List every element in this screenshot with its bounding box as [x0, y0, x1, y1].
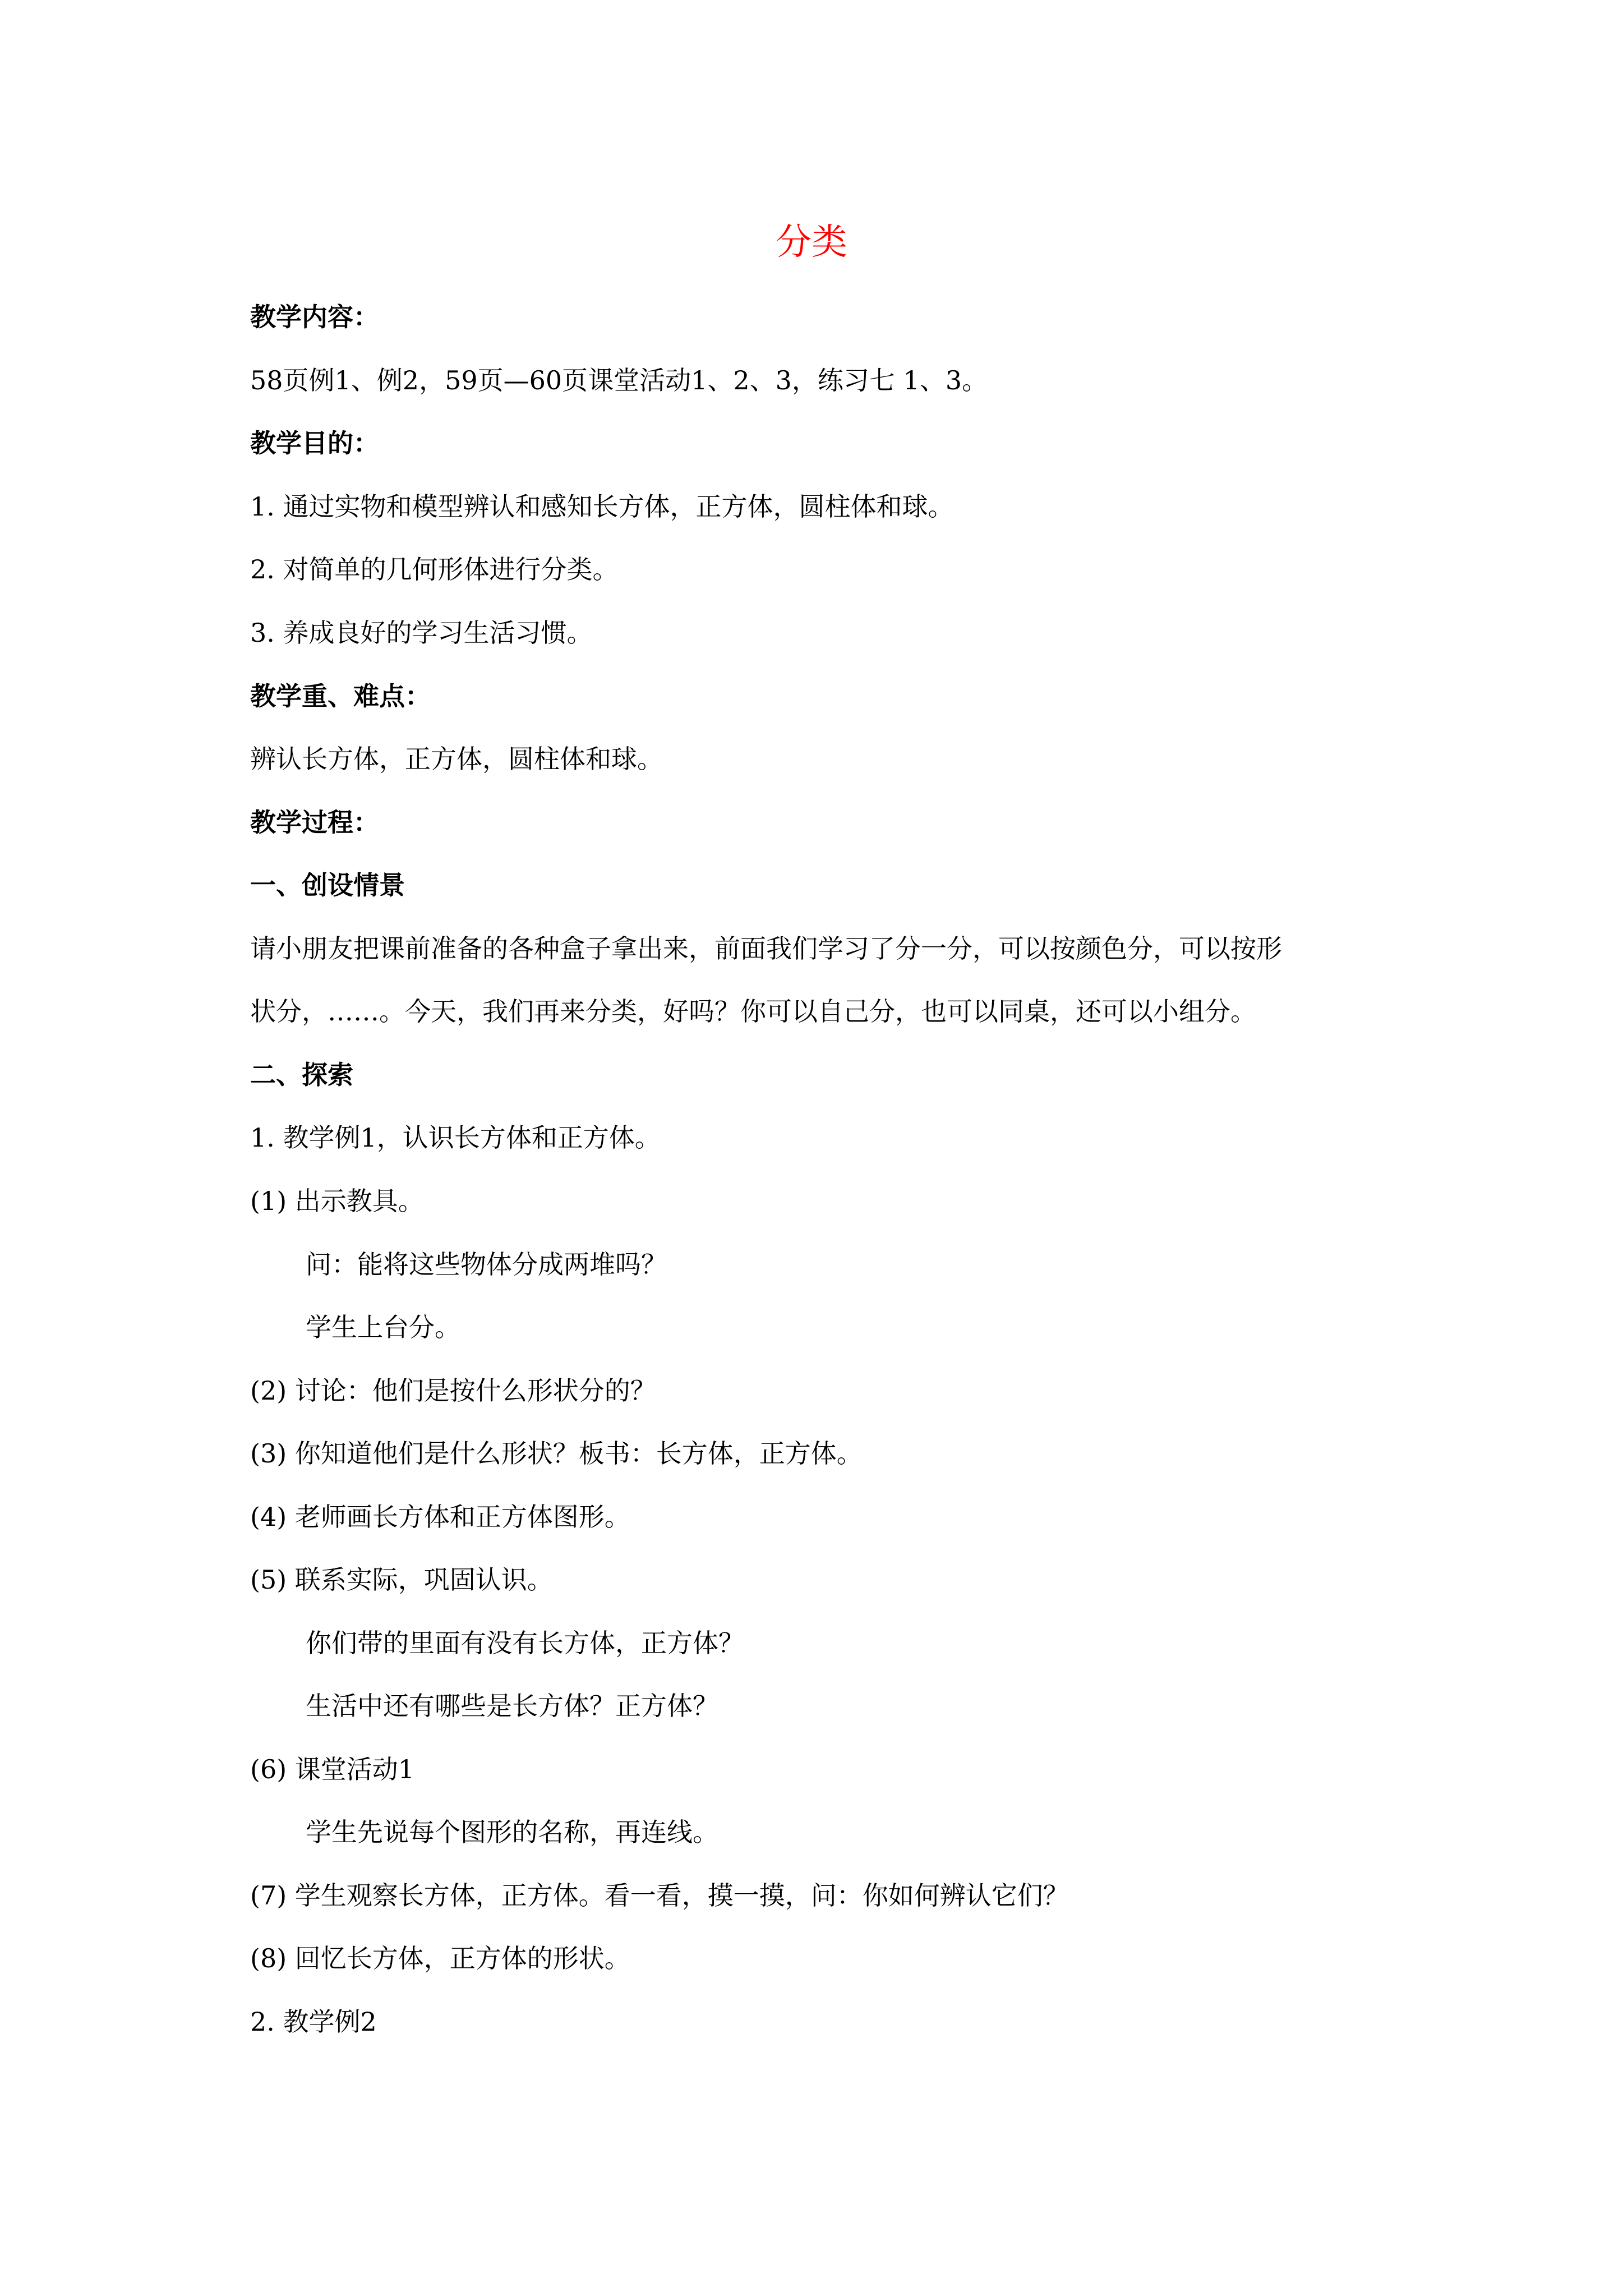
- document-title: 分类: [776, 222, 847, 263]
- step-6: (6) 课堂活动1: [250, 1754, 415, 1784]
- step-1-action: 学生上台分。: [306, 1312, 460, 1342]
- paragraph-teaching-content: 58页例1、例2，59页—60页课堂活动1、2、3，练习七 1、3。: [250, 365, 988, 395]
- step-5-question-1: 你们带的里面有没有长方体，正方体？: [306, 1628, 744, 1658]
- list-item-example-1: 1. 教学例1，认识长方体和正方体。: [250, 1122, 661, 1153]
- step-4: (4) 老师画长方体和正方体图形。: [250, 1502, 630, 1532]
- paragraph-scenario-line-1: 请小朋友把课前准备的各种盒子拿出来，前面我们学习了分一分，可以按颜色分，可以按形: [250, 933, 1282, 964]
- section-heading-explore: 二、探索: [250, 1060, 353, 1090]
- heading-teaching-process: 教学过程：: [250, 807, 379, 838]
- paragraph-scenario-line-2: 状分，……。今天，我们再来分类，好吗？你可以自己分，也可以同桌，还可以小组分。: [250, 996, 1256, 1027]
- step-5: (5) 联系实际，巩固认识。: [250, 1565, 553, 1595]
- list-item-goal-3: 3. 养成良好的学习生活习惯。: [250, 618, 593, 648]
- heading-teaching-content: 教学内容：: [250, 302, 379, 332]
- heading-key-points: 教学重、难点：: [250, 681, 431, 711]
- step-1: (1) 出示教具。: [250, 1186, 424, 1216]
- heading-teaching-goals: 教学目的：: [250, 428, 379, 458]
- paragraph-key-points: 辨认长方体，正方体，圆柱体和球。: [250, 744, 663, 774]
- list-item-goal-2: 2. 对简单的几何形体进行分类。: [250, 554, 619, 585]
- step-1-question: 问：能将这些物体分成两堆吗？: [306, 1249, 667, 1280]
- list-item-goal-1: 1. 通过实物和模型辨认和感知长方体，正方体，圆柱体和球。: [250, 491, 954, 522]
- step-6-detail: 学生先说每个图形的名称，再连线。: [306, 1817, 718, 1847]
- step-3: (3) 你知道他们是什么形状？板书：长方体，正方体。: [250, 1438, 863, 1469]
- step-5-question-2: 生活中还有哪些是长方体？正方体？: [306, 1691, 718, 1721]
- step-7: (7) 学生观察长方体，正方体。看一看，摸一摸，问：你如何辨认它们？: [250, 1880, 1069, 1911]
- list-item-example-2: 2. 教学例2: [250, 2007, 377, 2037]
- step-2: (2) 讨论：他们是按什么形状分的？: [250, 1375, 656, 1406]
- section-heading-scenario: 一、创设情景: [250, 870, 405, 900]
- step-8: (8) 回忆长方体，正方体的形状。: [250, 1943, 630, 1973]
